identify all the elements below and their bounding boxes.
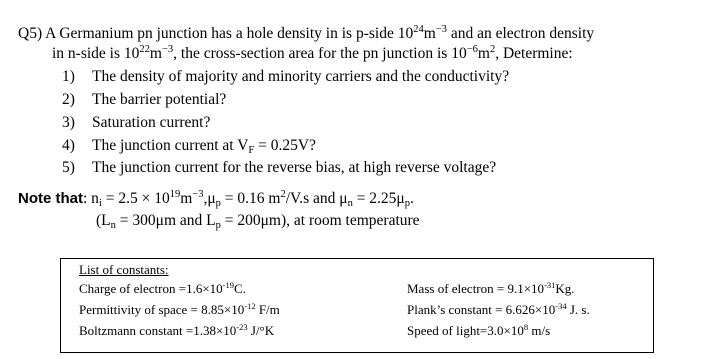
constant-boltzmann: Boltzmann constant $=1.38\times 10^{-23}$ J/°K bbox=[79, 322, 275, 338]
question-line-2: in n-side is $10^{22}m^{-3}$, the cross-section area for the pn junction is $10^{-6}m^2$, Determine: bbox=[52, 44, 573, 62]
list-item: 2) The barrier potential? bbox=[62, 91, 227, 108]
constant-electron-mass: Mass of electron = $9.1\times 10^{-31}Kg$. bbox=[407, 280, 575, 296]
list-item: 5) The junction current for the reverse bias, at high reverse voltage? bbox=[62, 159, 497, 176]
constant-permittivity: Permittivity of space = $8.85\times 10^{-12}$ F/m bbox=[79, 301, 280, 317]
constant-charge: Charge of electron $=1.6\times 10^{-19}C$. bbox=[79, 280, 246, 296]
constant-light-speed: Speed of $light=3.0\times 10^8$ m/s bbox=[407, 322, 551, 338]
list-item: 4) The junction current at $V_F = 0.25V$? bbox=[62, 137, 316, 156]
question-line-1: Q5) A Germanium pn junction has a hole density in is p-side $10^{24}m^{-3}$ and an electron density bbox=[18, 24, 595, 42]
constants-box bbox=[60, 258, 654, 353]
note-line-2: ($L_n = 300\mu m$ and $L_p = 200\mu m$), at room temperature bbox=[96, 212, 420, 231]
constant-planck: Plank’s constant = $6.626\times 10^{-34}$ J. s. bbox=[407, 301, 590, 317]
constants-title: List of constants: bbox=[79, 262, 169, 277]
list-item: 3) Saturation current? bbox=[62, 114, 211, 131]
note-line-1: Note that: $n_i = 2.5 \times 10^{19}m^{-3},\mu_p = 0.16$ $m^2/V.s$ and $\mu_n = 2.25\mu_p$. bbox=[18, 189, 414, 209]
list-item: 1) The density of majority and minority carriers and the conductivity? bbox=[62, 68, 510, 85]
